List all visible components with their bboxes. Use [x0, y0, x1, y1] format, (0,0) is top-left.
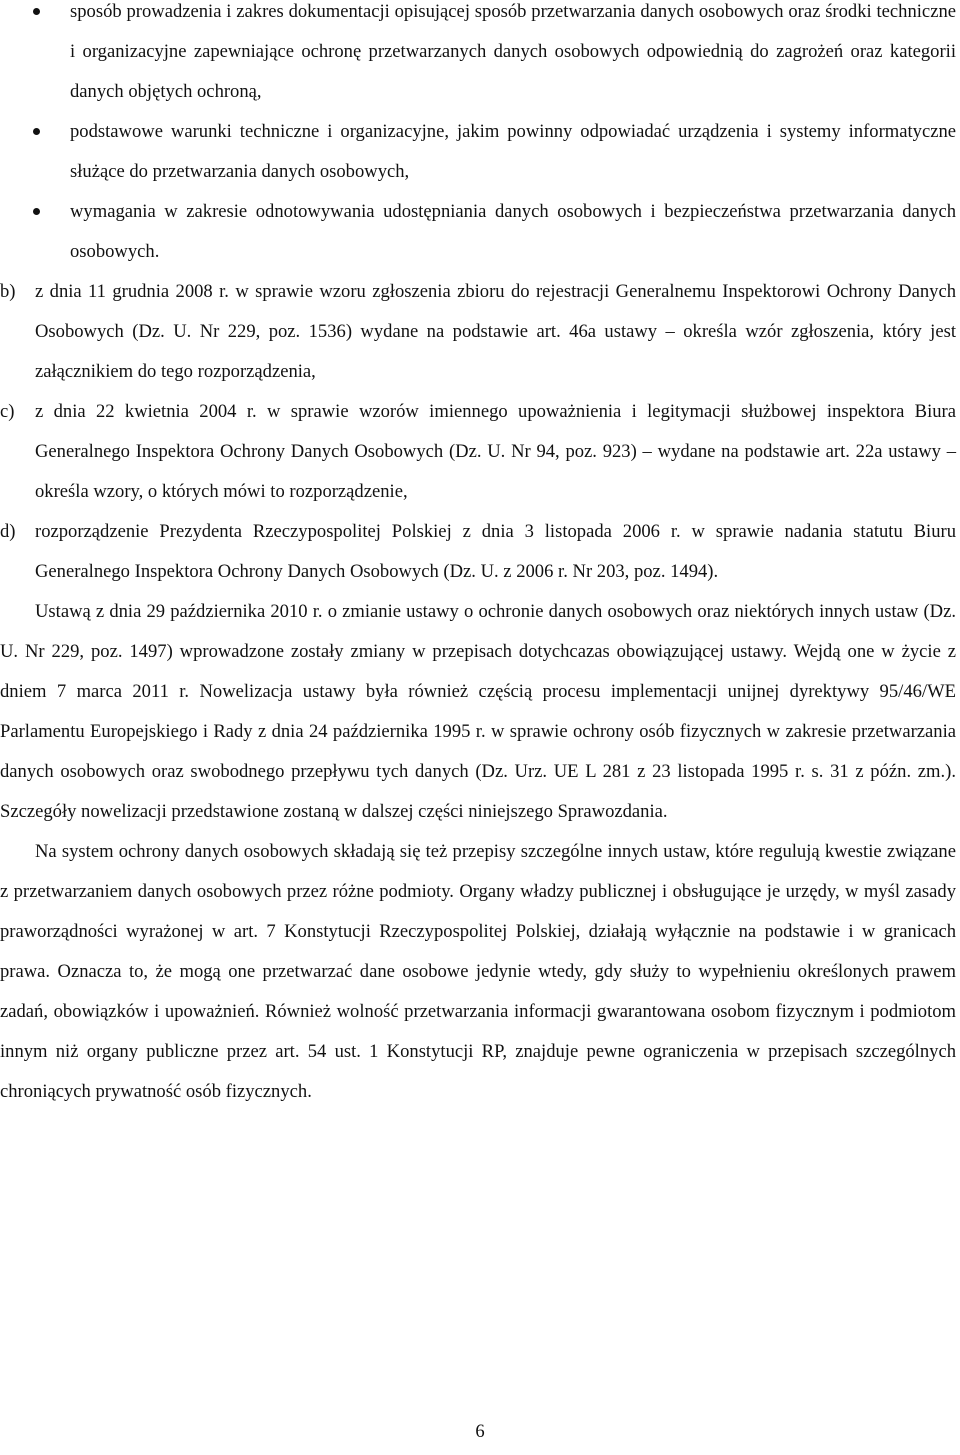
item-text: z dnia 11 grudnia 2008 r. w sprawie wzoru zgłoszenia zbioru do rejestracji Generalnemu Inspektorowi Ochrony Danych Osobowych (Dz. U. Nr 229, poz. 1536) wydane na podstawie art. 46a ustawy – określa wzór zgłoszenia, który jest załącznikiem do tego rozporządzenia, — [35, 281, 956, 382]
list-item-text: wymagania w zakresie odnotowywania udostępniania danych osobowych i bezpieczeństwa przetwarzania danych osobowych. — [70, 201, 956, 262]
bullet-icon — [33, 128, 40, 135]
bullet-icon — [33, 8, 40, 15]
bullet-icon — [33, 208, 40, 215]
bullet-list — [0, 0, 956, 272]
lettered-item-c — [0, 392, 956, 512]
item-letter: b) — [0, 281, 16, 302]
paragraph-amendment: Ustawą z dnia 29 października 2010 r. o zmianie ustawy o ochronie danych osobowych oraz niektórych innych ustaw (Dz. U. Nr 229, poz. 1497) wprowadzone zostały zmiany w przepisach dotychcazas obowiązującej ustawy. Wejdą one w życie z dniem 7 marca 2011 r. Nowelizacja ustawy była również częścią procesu implementacji unijnej dyrektywy 95/46/WE Parlamentu Europejskiego i Rady z dnia 24 października 1995 r. w sprawie ochrony osób fizycznych w zakresie przetwarzania danych osobowych oraz swobodnego przepływu tych danych (Dz. Urz. UE L 281 z 23 listopada 1995 r. s. 31 z późn. zm.). Szczegóły nowelizacji przedstawione zostaną w dalszej części niniejszego Sprawozdania. — [0, 601, 956, 822]
item-text: z dnia 22 kwietnia 2004 r. w sprawie wzorów imiennego upoważnienia i legitymacji służbowej inspektora Biura Generalnego Inspektora Ochrony Danych Osobowych (Dz. U. Nr 94, poz. 923) – wydane na podstawie art. 22a ustawy – określa wzory, o których mówi to rozporządzenie, — [35, 401, 956, 502]
lettered-item-d — [0, 512, 956, 592]
list-item-text: sposób prowadzenia i zakres dokumentacji opisującej sposób przetwarzania danych osobowych oraz środki techniczne i organizacyjne zapewniające ochronę przetwarzanych danych osobowych odpowiednią do zagrożeń oraz kategorii danych objętych ochroną, — [70, 1, 956, 102]
list-item — [0, 192, 956, 272]
page-number: 6 — [475, 1421, 485, 1442]
list-item-text: podstawowe warunki techniczne i organizacyjne, jakim powinny odpowiadać urządzenia i systemy informatyczne służące do przetwarzania danych osobowych, — [70, 121, 956, 182]
item-text: rozporządzenie Prezydenta Rzeczypospolitej Polskiej z dnia 3 listopada 2006 r. w sprawie nadania statutu Biuru Generalnego Inspektora Ochrony Danych Osobowych (Dz. U. z 2006 r. Nr 203, poz. 1494). — [35, 521, 956, 582]
lettered-item-b — [0, 272, 956, 392]
list-item — [0, 112, 956, 192]
item-letter: c) — [0, 401, 15, 422]
list-item — [0, 0, 956, 112]
paragraph-special-provisions: Na system ochrony danych osobowych składają się też przepisy szczególne innych ustaw, które regulują kwestie związane z przetwarzaniem danych osobowych przez różne podmioty. Organy władzy publicznej i obsługujące je urzędy, w myśl zasady praworządności wyrażonej w art. 7 Konstytucji Rzeczypospolitej Polskiej, działają wyłącznie na podstawie i w granicach prawa. Oznacza to, że mogą one przetwarzać dane osobowe jedynie wtedy, gdy służy to wypełnieniu określonych prawem zadań, obowiązków i upoważnień. Również wolność przetwarzania informacji gwarantowana osobom fizycznym i podmiotom innym niż organy publiczne przez art. 54 ust. 1 Konstytucji RP, znajduje pewne ograniczenia w przepisach szczególnych chroniących prywatność osób fizycznych. — [0, 841, 956, 1102]
item-letter: d) — [0, 521, 16, 542]
